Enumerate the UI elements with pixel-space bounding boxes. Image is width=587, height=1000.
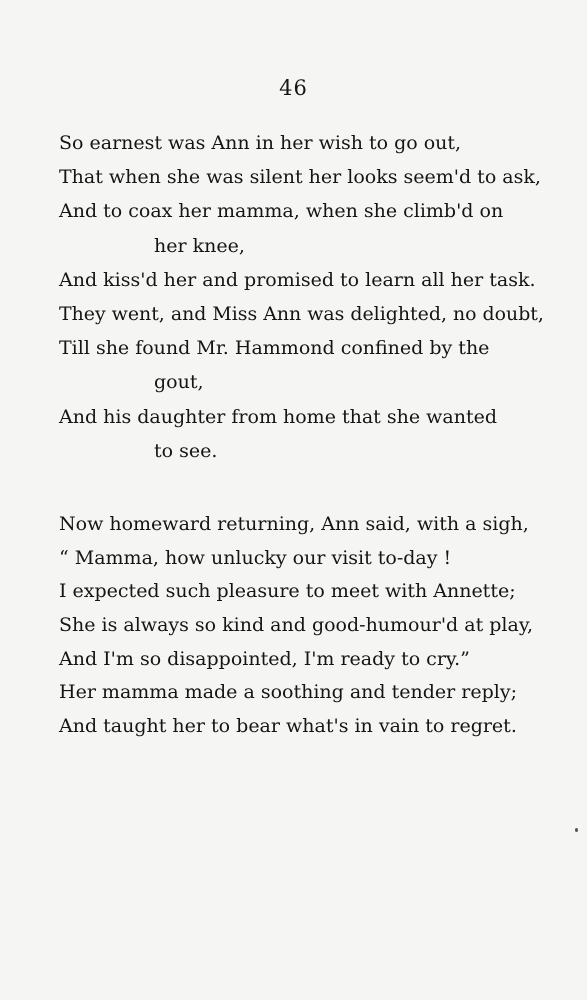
verse-line: And to coax her mamma, when she climb'd on (59, 200, 504, 223)
verse-line: “ Mamma, how unlucky our visit to-day ! (59, 546, 452, 569)
verse-line: And kiss'd her and promised to learn all her task. (59, 268, 536, 291)
stanza-1 (59, 126, 549, 468)
verse-line: Her mamma made a soothing and tender reply; (59, 681, 517, 704)
verse-line: And I'm so disappointed, I'm ready to cry.” (59, 647, 470, 670)
print-speck (575, 828, 578, 832)
page-number: 46 (279, 76, 308, 100)
stanza-2 (59, 508, 549, 744)
verse-line-continuation: her knee, (154, 234, 245, 257)
verse-line: And his daughter from home that she wanted (59, 405, 497, 428)
verse-line: So earnest was Ann in her wish to go out, (59, 132, 462, 154)
verse-line: Now homeward returning, Ann said, with a sigh, (59, 513, 529, 535)
verse-line: And taught her to bear what's in vain to regret. (59, 715, 517, 738)
verse-line-continuation: gout, (154, 371, 204, 394)
verse-line: Till she found Mr. Hammond confined by the (59, 337, 490, 360)
verse-line-continuation: to see. (154, 439, 218, 462)
verse-line: They went, and Miss Ann was delighted, no doubt, (59, 302, 544, 325)
verse-line: She is always so kind and good-humour'd at play, (59, 614, 534, 637)
verse-line: That when she was silent her looks seem'd to ask, (59, 166, 541, 189)
verse-line: I expected such pleasure to meet with Annette; (59, 580, 516, 603)
